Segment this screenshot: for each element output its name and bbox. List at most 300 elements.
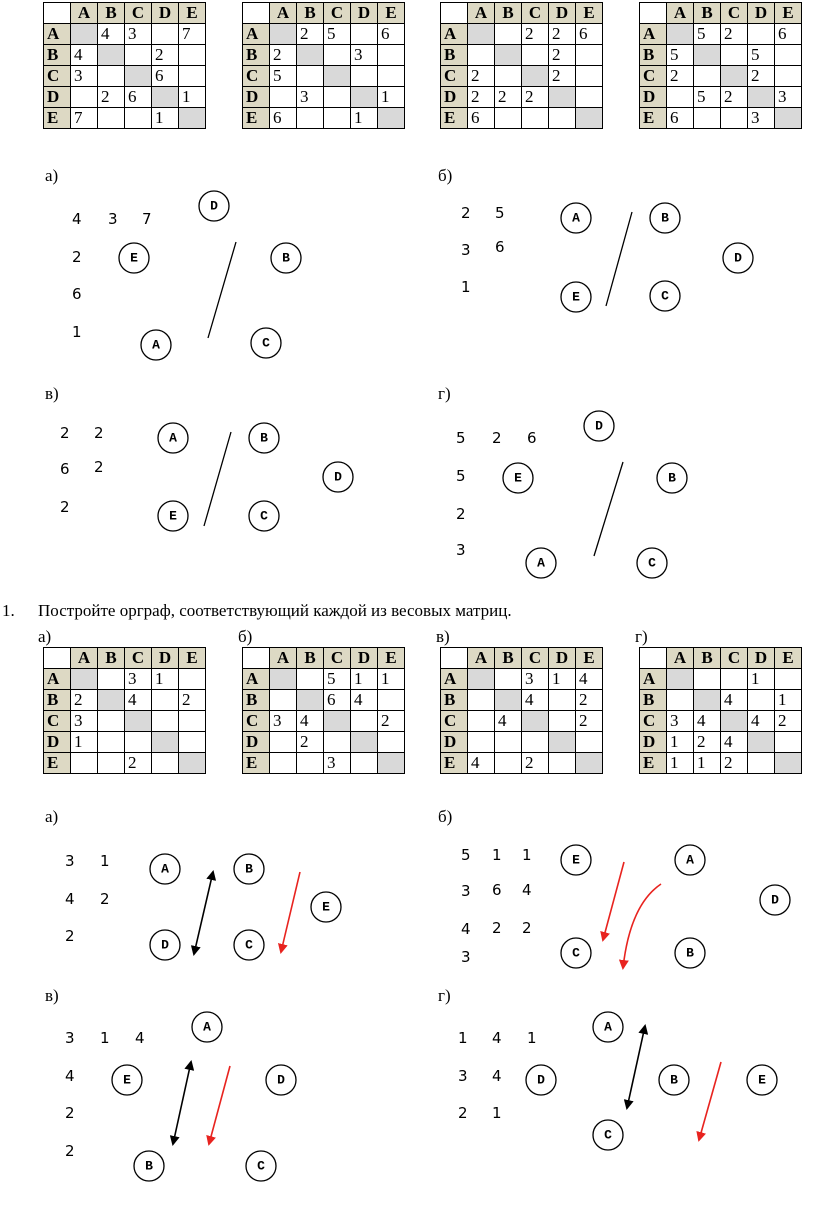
matrix-cell: 3: [522, 669, 549, 690]
svg-text:D: D: [277, 1072, 285, 1088]
matrix-cell: 2: [694, 732, 721, 753]
matrix-col-header: B: [694, 3, 721, 24]
weight-number: 6: [492, 881, 502, 899]
weight-number: 4: [65, 1067, 75, 1085]
matrix-cell: 3: [775, 87, 802, 108]
graph-node: [526, 1065, 556, 1095]
matrix-col-header: A: [270, 648, 297, 669]
svg-text:A: A: [686, 852, 694, 868]
matrix-cell: 2: [378, 711, 405, 732]
matrix-cell: 2: [522, 24, 549, 45]
svg-text:E: E: [123, 1072, 131, 1088]
graph-node: [760, 885, 790, 915]
graph-node: [747, 1065, 777, 1095]
weight-number: 2: [65, 1104, 75, 1122]
matrix-cell: 1: [152, 669, 179, 690]
bottom-diagram-label-a: а): [45, 807, 59, 826]
svg-text:C: C: [661, 288, 669, 304]
divider-line: [208, 242, 236, 338]
svg-text:C: C: [572, 945, 580, 961]
weight-number: 2: [492, 919, 502, 937]
svg-text:E: E: [514, 470, 522, 486]
matrix-cell: 2: [297, 24, 324, 45]
weight-number: 4: [522, 881, 532, 899]
red-arrow: [603, 862, 624, 940]
graph-node: [251, 328, 281, 358]
matrix-row-header: B: [640, 45, 667, 66]
weight-number: 3: [461, 948, 471, 966]
matrix-row-header: D: [640, 732, 667, 753]
matrix-cell: 6: [576, 24, 603, 45]
matrix-cell: 4: [98, 24, 125, 45]
weight-number: 2: [94, 424, 104, 442]
matrix-cell: 2: [71, 690, 98, 711]
weight-number: 3: [65, 852, 75, 870]
matrix-row-header: B: [640, 690, 667, 711]
matrix-cell: 6: [125, 87, 152, 108]
red-arrow: [699, 1062, 721, 1140]
matrix-cell: 4: [748, 711, 775, 732]
matrix-row-header: C: [243, 711, 270, 732]
matrix-col-header: E: [576, 648, 603, 669]
matrix-col-header: C: [721, 648, 748, 669]
matrix-cell: 2: [721, 24, 748, 45]
red-arrow: [281, 872, 300, 952]
graph-node: [234, 854, 264, 884]
matrix-row-header: E: [243, 108, 270, 129]
matrix-col-header: B: [98, 648, 125, 669]
matrix-row-header: D: [44, 87, 71, 108]
graph-node: [561, 845, 591, 875]
weight-number: 2: [94, 458, 104, 476]
matrix-col-header: A: [468, 648, 495, 669]
graph-node: [561, 282, 591, 312]
bottom-matrix-label-c: в): [436, 627, 450, 646]
weight-number: 5: [461, 846, 471, 864]
svg-text:C: C: [262, 335, 270, 351]
weight-number: 4: [492, 1029, 502, 1047]
matrix-row-header: A: [441, 669, 468, 690]
matrix-row-header: A: [640, 24, 667, 45]
matrix-cell: 4: [351, 690, 378, 711]
matrix-cell: 2: [125, 753, 152, 774]
graph-node: [561, 203, 591, 233]
svg-text:A: A: [152, 337, 160, 353]
svg-text:B: B: [661, 210, 669, 226]
svg-text:B: B: [670, 1072, 678, 1088]
graph-node: [234, 930, 264, 960]
matrix-cell: 4: [468, 753, 495, 774]
graph-node: [650, 203, 680, 233]
matrix-row-header: D: [243, 732, 270, 753]
weight-number: 5: [495, 204, 505, 222]
matrix-col-header: B: [297, 648, 324, 669]
graph-node: [271, 243, 301, 273]
matrix-col-header: C: [324, 648, 351, 669]
weight-number: 6: [495, 238, 505, 256]
weight-number: 2: [456, 505, 466, 523]
graph-node: [593, 1012, 623, 1042]
graph-node: [158, 501, 188, 531]
weight-number: 6: [60, 460, 70, 478]
matrix-col-header: D: [152, 648, 179, 669]
bottom-diagram-label-d: г): [438, 986, 451, 1005]
bottom-diagram-label-b: б): [438, 807, 453, 826]
matrix-row-header: C: [243, 66, 270, 87]
divider-line: [204, 432, 231, 526]
matrix-col-header: B: [98, 3, 125, 24]
matrix-col-header: E: [378, 3, 405, 24]
matrix-col-header: B: [694, 648, 721, 669]
svg-text:D: D: [771, 892, 779, 908]
matrix-cell: 6: [468, 108, 495, 129]
matrix-row-header: B: [243, 690, 270, 711]
matrix-col-header: D: [351, 3, 378, 24]
matrix-row-header: D: [243, 87, 270, 108]
weight-number: 3: [108, 210, 118, 228]
weight-number: 2: [522, 919, 532, 937]
graph-node: [112, 1065, 142, 1095]
matrix-col-header: A: [667, 3, 694, 24]
matrix-cell: 2: [576, 711, 603, 732]
weight-number: 1: [527, 1029, 537, 1047]
matrix-row-header: A: [441, 24, 468, 45]
graph-node: [266, 1065, 296, 1095]
svg-text:C: C: [604, 1127, 612, 1143]
matrix-row-header: D: [441, 87, 468, 108]
matrix-cell: 3: [351, 45, 378, 66]
matrix-cell: 3: [125, 24, 152, 45]
matrix-cell: 1: [152, 108, 179, 129]
matrix-cell: 1: [775, 690, 802, 711]
weight-number: 1: [458, 1029, 468, 1047]
weight-number: 6: [72, 285, 82, 303]
graph-node: [199, 191, 229, 221]
weight-number: 2: [60, 498, 70, 516]
matrix-col-header: B: [297, 3, 324, 24]
graph-node: [246, 1151, 276, 1181]
matrix-cell: 2: [549, 24, 576, 45]
weight-number: 4: [72, 210, 82, 228]
graph-node: [249, 423, 279, 453]
bottom-matrix-label-d: г): [635, 627, 648, 646]
weight-number: 2: [72, 248, 82, 266]
matrix-cell: 5: [270, 66, 297, 87]
matrix-cell: 5: [694, 87, 721, 108]
matrix-row-header: D: [441, 732, 468, 753]
graph-node: [526, 548, 556, 578]
matrix-cell: 3: [125, 669, 152, 690]
matrix-col-header: B: [495, 3, 522, 24]
matrix-cell: 1: [179, 87, 206, 108]
matrix-cell: 6: [378, 24, 405, 45]
matrix-cell: 2: [721, 753, 748, 774]
matrix-cell: 2: [549, 45, 576, 66]
weight-number: 3: [456, 541, 466, 559]
matrix-col-header: E: [576, 3, 603, 24]
matrix-row-header: C: [441, 711, 468, 732]
svg-text:B: B: [145, 1158, 153, 1174]
matrix-cell: 3: [270, 711, 297, 732]
weight-number: 7: [142, 210, 152, 228]
matrix-col-header: C: [721, 3, 748, 24]
matrix-cell: 1: [667, 732, 694, 753]
matrix-col-header: E: [775, 3, 802, 24]
matrix-col-header: D: [351, 648, 378, 669]
divider-line: [594, 462, 623, 556]
graph-node: [311, 892, 341, 922]
svg-text:E: E: [169, 508, 177, 524]
matrix-col-header: C: [125, 3, 152, 24]
graph-node: [593, 1120, 623, 1150]
svg-text:D: D: [734, 250, 742, 266]
red-curved-arrow: [623, 884, 661, 968]
matrix-cell: 7: [179, 24, 206, 45]
matrix-col-header: D: [152, 3, 179, 24]
svg-text:D: D: [210, 198, 218, 214]
graph-node: [659, 1065, 689, 1095]
graph-node: [561, 938, 591, 968]
matrix-row-header: C: [44, 711, 71, 732]
matrix-row-header: C: [441, 66, 468, 87]
matrix-row-header: B: [44, 45, 71, 66]
graph-node: [503, 463, 533, 493]
matrix-cell: 1: [71, 732, 98, 753]
svg-text:E: E: [322, 899, 330, 915]
matrix-row-header: C: [44, 66, 71, 87]
matrix-row-header: E: [441, 108, 468, 129]
matrix-cell: 1: [351, 669, 378, 690]
matrix-cell: 6: [270, 108, 297, 129]
matrix-cell: 2: [775, 711, 802, 732]
matrix-row-header: B: [243, 45, 270, 66]
matrix-cell: 3: [297, 87, 324, 108]
weight-number: 3: [458, 1067, 468, 1085]
weight-number: 4: [65, 890, 75, 908]
weight-number: 2: [60, 424, 70, 442]
matrix-cell: 4: [576, 669, 603, 690]
matrix-col-header: D: [549, 3, 576, 24]
matrix-cell: 5: [667, 45, 694, 66]
matrix-cell: 4: [694, 711, 721, 732]
matrix-row-header: E: [243, 753, 270, 774]
graph-node: [650, 281, 680, 311]
matrix-cell: 3: [748, 108, 775, 129]
weight-number: 1: [100, 852, 110, 870]
graph-node: [141, 330, 171, 360]
matrix-cell: 2: [576, 690, 603, 711]
matrix-cell: 1: [378, 87, 405, 108]
svg-text:C: C: [648, 555, 656, 571]
matrix-col-header: D: [748, 3, 775, 24]
weight-number: 1: [492, 846, 502, 864]
svg-text:B: B: [282, 250, 290, 266]
matrix-cell: 4: [495, 711, 522, 732]
matrix-row-header: B: [441, 690, 468, 711]
bottom-matrix-label-b: б): [238, 627, 253, 646]
matrix-cell: 5: [324, 24, 351, 45]
matrix-cell: 2: [98, 87, 125, 108]
matrix-cell: 6: [667, 108, 694, 129]
weight-number: 6: [527, 429, 537, 447]
matrix-col-header: A: [667, 648, 694, 669]
graph-node: [158, 423, 188, 453]
matrix-col-header: A: [468, 3, 495, 24]
graph-node: [150, 930, 180, 960]
matrix-cell: 3: [667, 711, 694, 732]
matrix-col-header: C: [324, 3, 351, 24]
svg-text:D: D: [537, 1072, 545, 1088]
top-diagram-label-a: а): [45, 166, 59, 185]
svg-text:B: B: [668, 470, 676, 486]
matrix-cell: 4: [522, 690, 549, 711]
matrix-cell: 1: [667, 753, 694, 774]
matrix-col-header: C: [522, 648, 549, 669]
weight-number: 3: [65, 1029, 75, 1047]
graph-node: [323, 462, 353, 492]
graph-node: [675, 938, 705, 968]
matrix-cell: 4: [721, 690, 748, 711]
graph-node: [134, 1151, 164, 1181]
svg-text:D: D: [334, 469, 342, 485]
matrix-cell: 2: [152, 45, 179, 66]
weight-number: 5: [456, 467, 466, 485]
matrix-cell: 3: [71, 711, 98, 732]
matrix-cell: 1: [694, 753, 721, 774]
svg-text:C: C: [260, 508, 268, 524]
svg-text:E: E: [572, 289, 580, 305]
matrix-cell: 2: [179, 690, 206, 711]
matrix-cell: 3: [324, 753, 351, 774]
matrix-cell: 2: [297, 732, 324, 753]
weight-number: 2: [100, 890, 110, 908]
svg-text:E: E: [758, 1072, 766, 1088]
graph-node: [119, 243, 149, 273]
weight-number: 1: [522, 846, 532, 864]
matrix-row-header: E: [640, 753, 667, 774]
matrix-cell: 1: [378, 669, 405, 690]
matrix-col-header: E: [378, 648, 405, 669]
matrix-col-header: A: [71, 648, 98, 669]
task-text: Постройте орграф, соответствующий каждой из весовых матриц.: [38, 601, 512, 620]
divider-line: [606, 212, 632, 306]
weight-number: 2: [65, 927, 75, 945]
matrix-row-header: D: [640, 87, 667, 108]
svg-text:E: E: [572, 852, 580, 868]
matrix-cell: 2: [522, 753, 549, 774]
svg-text:A: A: [161, 861, 169, 877]
double-arrow: [194, 872, 213, 954]
top-diagram-label-c: в): [45, 384, 59, 403]
matrix-row-header: B: [441, 45, 468, 66]
double-arrow: [173, 1062, 191, 1144]
weight-number: 3: [461, 882, 471, 900]
matrix-col-header: A: [270, 3, 297, 24]
weight-number: 2: [461, 204, 471, 222]
matrix-col-header: C: [125, 648, 152, 669]
graph-node: [249, 501, 279, 531]
matrix-col-header: E: [179, 648, 206, 669]
matrix-col-header: B: [495, 648, 522, 669]
svg-text:B: B: [245, 861, 253, 877]
matrix-cell: 6: [775, 24, 802, 45]
matrix-row-header: D: [44, 732, 71, 753]
matrix-col-header: D: [748, 648, 775, 669]
matrix-cell: 1: [351, 108, 378, 129]
matrix-row-header: A: [243, 24, 270, 45]
matrix-cell: 2: [495, 87, 522, 108]
bottom-diagram-label-c: в): [45, 986, 59, 1005]
matrix-col-header: E: [775, 648, 802, 669]
matrix-row-header: C: [640, 711, 667, 732]
matrix-row-header: A: [44, 669, 71, 690]
matrix-row-header: A: [640, 669, 667, 690]
matrix-row-header: C: [640, 66, 667, 87]
svg-text:C: C: [257, 1158, 265, 1174]
matrix-col-header: A: [71, 3, 98, 24]
matrix-cell: 4: [71, 45, 98, 66]
matrix-cell: 2: [549, 66, 576, 87]
weight-number: 1: [100, 1029, 110, 1047]
svg-text:A: A: [169, 430, 177, 446]
svg-text:D: D: [595, 418, 603, 434]
graph-node: [637, 548, 667, 578]
graph-node: [192, 1012, 222, 1042]
matrix-cell: 5: [324, 669, 351, 690]
matrix-cell: 2: [721, 87, 748, 108]
svg-text:B: B: [686, 945, 694, 961]
matrix-cell: 6: [324, 690, 351, 711]
svg-text:A: A: [604, 1019, 612, 1035]
weight-number: 2: [65, 1142, 75, 1160]
graph-node: [723, 243, 753, 273]
graph-node: [657, 463, 687, 493]
top-diagram-label-b: б): [438, 166, 453, 185]
svg-text:A: A: [537, 555, 545, 571]
matrix-cell: 4: [297, 711, 324, 732]
svg-text:A: A: [203, 1019, 211, 1035]
matrix-row-header: E: [44, 108, 71, 129]
matrix-row-header: E: [44, 753, 71, 774]
matrix-cell: 6: [152, 66, 179, 87]
svg-text:C: C: [245, 937, 253, 953]
svg-text:E: E: [130, 250, 138, 266]
matrix-cell: 2: [270, 45, 297, 66]
graph-node: [584, 411, 614, 441]
task-number: 1.: [2, 601, 15, 620]
matrix-row-header: A: [44, 24, 71, 45]
weight-number: 4: [492, 1067, 502, 1085]
weight-number: 1: [461, 278, 471, 296]
matrix-row-header: B: [44, 690, 71, 711]
weight-number: 2: [492, 429, 502, 447]
matrix-cell: 2: [468, 66, 495, 87]
double-arrow: [627, 1026, 645, 1108]
weight-number: 3: [461, 241, 471, 259]
weight-number: 4: [135, 1029, 145, 1047]
matrix-cell: 3: [71, 66, 98, 87]
matrix-cell: 7: [71, 108, 98, 129]
matrix-cell: 5: [748, 45, 775, 66]
weight-number: 1: [492, 1104, 502, 1122]
matrix-col-header: E: [179, 3, 206, 24]
top-diagram-label-d: г): [438, 384, 451, 403]
matrix-cell: 1: [748, 669, 775, 690]
matrix-row-header: E: [441, 753, 468, 774]
svg-text:D: D: [161, 937, 169, 953]
matrix-cell: 2: [748, 66, 775, 87]
bottom-matrix-label-a: а): [38, 627, 52, 646]
